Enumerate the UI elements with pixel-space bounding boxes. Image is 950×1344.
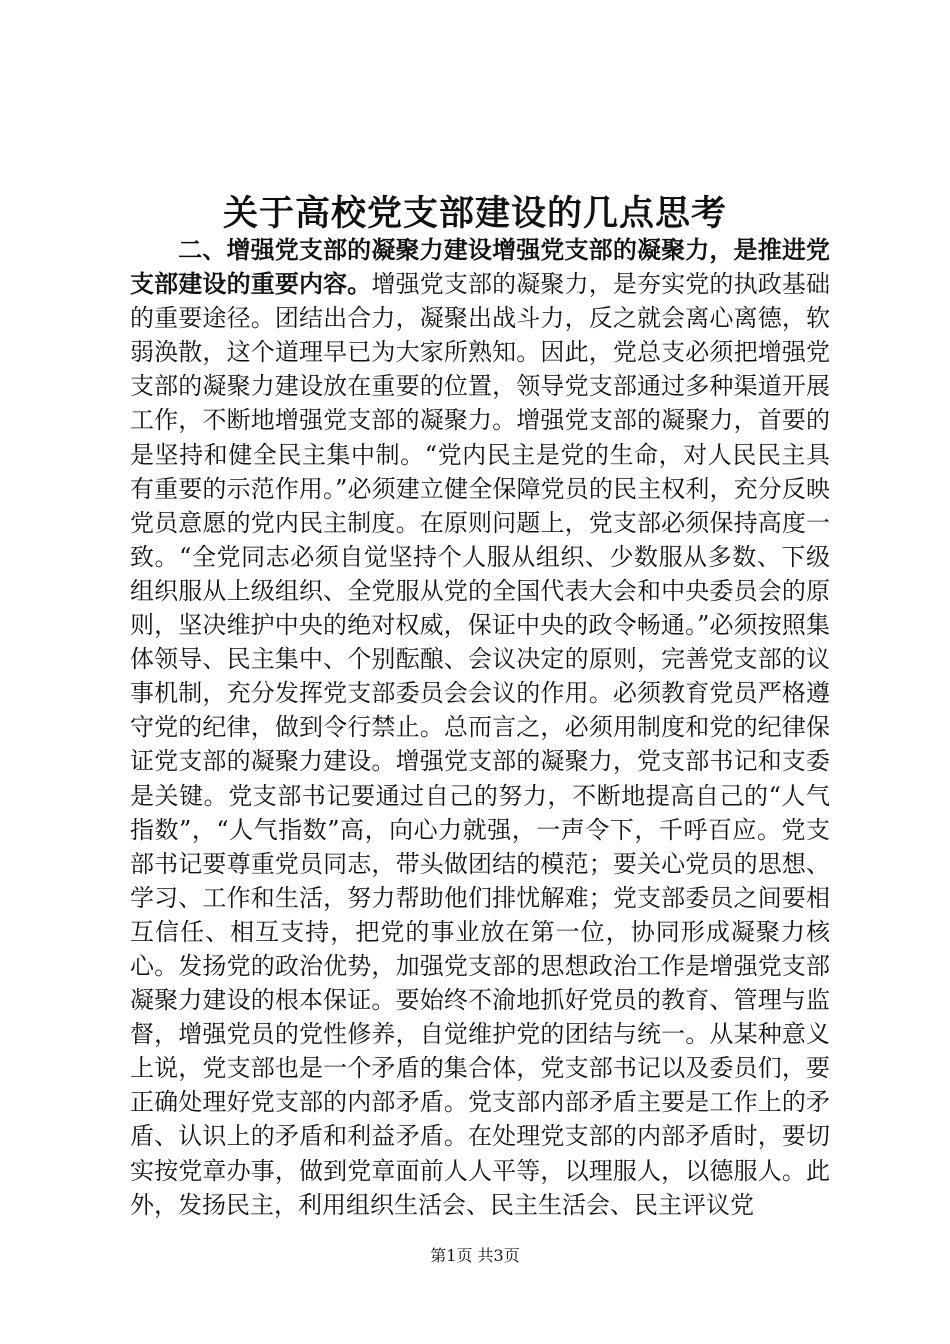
document-title: 关于高校党支部建设的几点思考 <box>222 193 727 234</box>
section-heading: 二、增强党支部的凝聚力建设增强党支部的凝聚力，是推进党支部建设的重要内容。 <box>130 235 830 299</box>
page-footer: 第1页 共3页 <box>430 1246 520 1265</box>
body-paragraph <box>130 233 830 1222</box>
body-text: 增强党支部的凝聚力，是夯实党的执政基础的重要途径。团结出合力，凝聚出战斗力，反之就会离心离德，软弱涣散，这个道理早已为大家所熟知。因此，党总支必须把增强党支部的凝聚力建设放在重要的位置，领导党支部通过多种渠道开展工作，不断地增强党支部的凝聚力。增强党支部的凝聚力，首要的是坚持和健全民主集中制。“党内民主是党的生命，对人民民主具有重要的示范作用。”必须建立健全保障党员的民主权利，充分反映党员意愿的党内民主制度。在原则问题上，党支部必须保持高度一致。“全党同志必须自觉坚持个人服从组织、少数服从多数、下级组织服从上级组织、全党服从党的全国代表大会和中央委员会的原则，坚决维护中央的绝对权威，保证中央的政令畅通。”必须按照集体领导、民主集中、个别酝酿、会议决定的原则，完善党支部的议事机制，充分发挥党支部委员会会议的作用。必须教育党员严格遵守党的纪律，做到令行禁止。总而言之，必须用制度和党的纪律保证党支部的凝聚力建设。增强党支部的凝聚力，党支部书记和支委是关键。党支部书记要通过自己的努力，不断地提高自己的“人气指数”，“人气指数”高，向心力就强，一声令下，千呼百应。党支部书记要尊重党员同志，带头做团结的模范；要关心党员的思想、学习、工作和生活，努力帮助他们排忧解难；党支部委员之间要相互信任、相互支持，把党的事业放在第一位，协同形成凝聚力核心。发扬党的政治优势，加强党支部的思想政治工作是增强党支部凝聚力建设的根本保证。要始终不渝地抓好党员的教育、管理与监督，增强党员的党性修养，自觉维护党的团结与统一。从某种意义上说，党支部也是一个矛盾的集合体，党支部书记以及委员们，要正确处理好党支部的内部矛盾。党支部内部矛盾主要是工作上的矛盾、认识上的矛盾和利益矛盾。在处理党支部的内部矛盾时，要切实按党章办事，做到党章面前人人平等，以理服人，以德服人。此外，发扬民主，利用组织生活会、民主生活会、民主评议党 <box>130 270 831 1219</box>
